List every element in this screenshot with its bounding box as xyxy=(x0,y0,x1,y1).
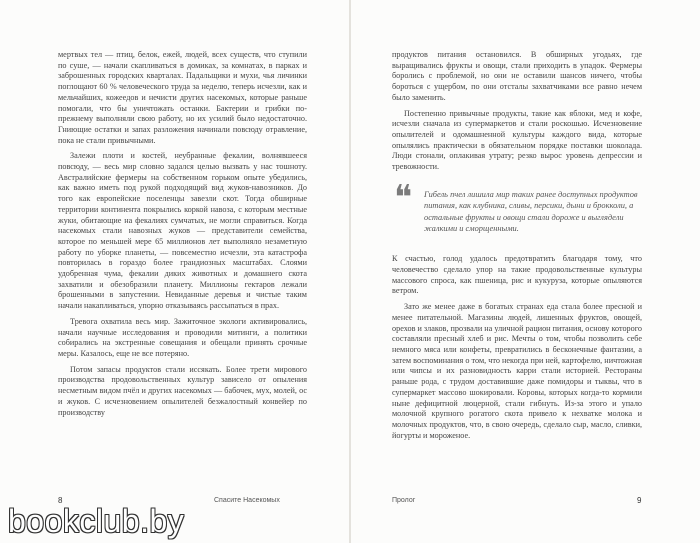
left-page-number: 8 xyxy=(58,496,63,505)
pull-quote xyxy=(392,177,642,235)
watermark-logo: bookclub.by xyxy=(8,503,185,539)
right-paragraph-3: К счастью, голод удалось предотвратить благодаря тому, что человечество сделало упор на такие продовольственные культуры массового спроса, как пшеница, рис и кукуруза, которые опыляются ветром. xyxy=(392,254,642,296)
right-text-column xyxy=(392,50,642,441)
left-running-footer: Спасите Насекомых xyxy=(214,497,280,504)
right-running-footer: Пролог xyxy=(392,497,416,504)
right-paragraph-1: продуктов питания остановился. В обширных угодьях, где выращивались фрукты и овощи, стали приходить в упадок. Фермеры боролись с проблемой, но они не оставили шансов ничего, чтобы бороться с ущербом, по они отсталы захватчиками все равно нечем было заменить. xyxy=(392,50,642,102)
right-page-number: 9 xyxy=(637,496,642,505)
left-page xyxy=(0,0,349,543)
left-text-column xyxy=(58,50,307,418)
quote-mark-icon: ❝ xyxy=(394,177,413,218)
left-paragraph-3: Тревога охватила весь мир. Зажиточное экологи активировались, начали научные исследования и проводили митинги, а политики собирались на экстренные совещания и обещали принять срочные меры. Казалось, еще не все потеряно. xyxy=(58,316,307,358)
right-page xyxy=(351,0,700,543)
left-paragraph-2: Залежи плоти и костей, неубранные фекалии, волнявшееся повсюду, — весь мир словно задался целью вызвать у нас тошноту. Австралийские фермеры на собственном горьком опыте убедились, как важно иметь под рукой подходящий вид жуков-навозников. До того как европейские поселенцы завезли скот. Тогда обширные территории континента покрылись коркой навоза, с которым местные жуки, обитающие на фекалиях сумчатых, не могли справиться. Когда насекомых стали навозных жуков — представители семейства, которое по меньшей мере 65 миллионов лет выполняло незаметную работу по уборке планеты, — повсеместно исчезли, эта катастрофа повторилась в гораздо более грандиозных масштабах. Слоями удобренная чума, фекалии диких животных и домашнего скота захватили и обезобразили планету. Миллионы гектаров лежали брошенными в запустении. Невиданные деревья и чистые таким начали накапливаться, упорно отказываясь рассыпаться в прах. xyxy=(58,151,307,311)
left-paragraph-4: Потом запасы продуктов стали иссякать. Более трети мирового производства продовольственных культур зависело от опыления несметным видом пчёл и других насекомых — бабочек, мух, молей, ос и жуков. С исчезновением опылителей безжалостный конвейер по производству xyxy=(58,364,307,417)
right-paragraph-2: Постепенно привычные продукты, такие как яблоки, мед и кофе, исчезли сначала из супермаркетов и стали роскошью. Исчезновение опылителей и одомашненной культуры каждого вида, которые опылялись практически в обязательном порядке поставки шоколада. Люди стонали, оплакивая утрату; резко вырос уровень депрессии и тревожности. xyxy=(392,108,642,172)
pull-quote-text: Гибель пчел лишила мир таких ранее доступных продуктов питания, как клубника, сливы, персики, дыни и брокколи, а остальные фрукты и овощи стали дороже и выглядели жалкими и сморщенными. xyxy=(424,189,638,233)
left-paragraph-1: мертвых тел — птиц, белок, ежей, людей, всех существ, что ступили по суше, — начали скапливаться в домиках, за комнатах, в парках и заброшенных городских кварталах. Падальщики и мухи, чья личинки поглощают 60 % человеческого труда за неделю, теперь исчезли, как и мельчайших, кожеедов и нечисти других насекомых, которые раньше помогали, что бы уничтожать останки. Бактерии и грибки по-прежнему выполняли свою работу, но их усилий было недостаточно. Гниющие остатки и запах разложения начинали повсюду отравление, пока не стали привычными. xyxy=(58,50,307,145)
right-paragraph-4: Зато же менее даже в богатых странах еда стала более пресной и менее питательной. Магазины людей, лишенных фруктов, овощей, орехов и злаков, прозвали на уличной рацион питания, основу которого составляли пресный хлеб и рис. Мечты о том, чтобы позволить себе немного мяса или конфеты, превратились в бесконечные фантазии, а затем воспоминания о том, что некогда при ней, картофелю, ничтожная или чипсы и их разновидность карри стали историей. Рестораны раньше рода, с трудом доставившие даже помидоры и тыквы, что в супермаркет массово шокировали. Коровы, которых когда-то кормили ныне дефицитной люцерной, стали гибнуть. Из-за этого и упало молочной крупного рогатого скота привело к нехватке молока и молочных продуктов, что, в свою очередь, сделало сыр, масло, сливки, йогурты и мороженое. xyxy=(392,302,642,440)
